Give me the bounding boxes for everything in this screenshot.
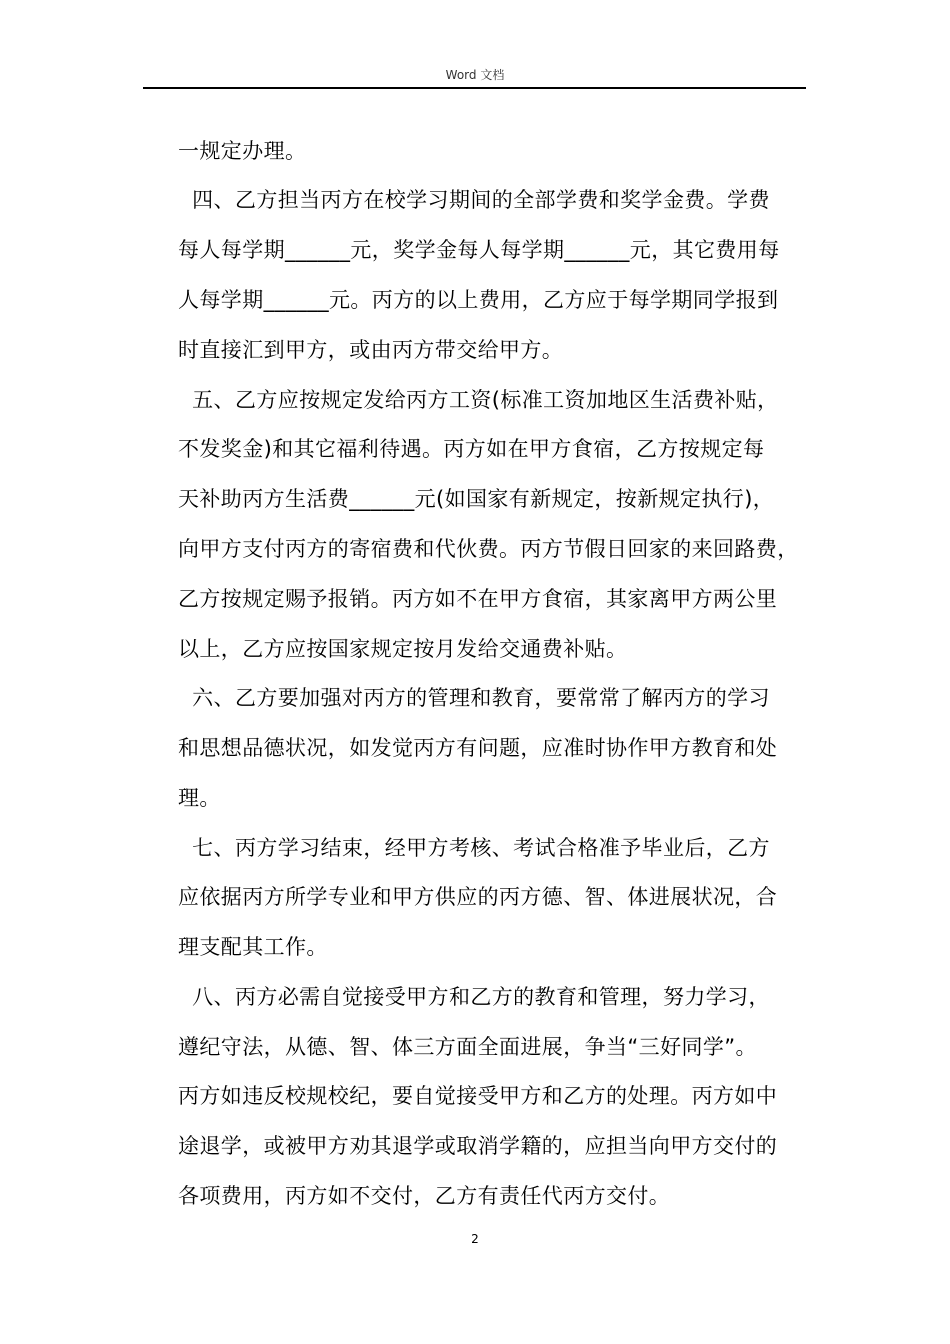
text-line: 各项费用，丙方如不交付，乙方有责任代丙方交付。 <box>178 1184 671 1208</box>
text-line: 遵纪守法，从德、智、体三方面全面进展，争当“三好同学”。 <box>178 1035 757 1059</box>
text-line: 丙方如违反校规校纪，要自觉接受甲方和乙方的处理。丙方如中 <box>178 1084 778 1108</box>
header-title: Word 文档 <box>445 68 505 82</box>
text-line: 一规定办理。 <box>178 139 307 163</box>
text-line: 七、丙方学习结束，经甲方考核、考试合格准予毕业后，乙方 <box>178 836 770 860</box>
text-line: 以上，乙方应按国家规定按月发给交通费补贴。 <box>178 637 628 661</box>
header-divider <box>143 87 806 89</box>
text-line: 天补助丙方生活费______元(如国家有新规定，按新规定执行)， <box>178 487 775 511</box>
text-line: 每人每学期______元，奖学金每人每学期______元，其它费用每 <box>178 238 780 262</box>
text-line: 和思想品德状况，如发觉丙方有问题，应准时协作甲方教育和处 <box>178 736 778 760</box>
text-line: 四、乙方担当丙方在校学习期间的全部学费和奖学金费。学费 <box>178 188 770 212</box>
text-line: 六、乙方要加强对丙方的管理和教育，要常常了解丙方的学习 <box>178 686 770 710</box>
text-line: 向甲方支付丙方的寄宿费和代伙费。丙方节假日回家的来回路费， <box>178 537 799 561</box>
text-line: 人每学期______元。丙方的以上费用，乙方应于每学期同学报到 <box>178 288 779 312</box>
text-line: 五、乙方应按规定发给丙方工资(标准工资加地区生活费补贴， <box>178 388 779 412</box>
text-line: 不发奖金)和其它福利待遇。丙方如在甲方食宿，乙方按规定每 <box>178 437 765 461</box>
text-line: 八、丙方必需自觉接受甲方和乙方的教育和管理，努力学习， <box>178 985 770 1009</box>
page-number: 2 <box>471 1232 479 1246</box>
text-line: 途退学，或被甲方劝其退学或取消学籍的，应担当向甲方交付的 <box>178 1134 778 1158</box>
text-line: 理支配其工作。 <box>178 935 328 959</box>
text-line: 乙方按规定赐予报销。丙方如不在甲方食宿，其家离甲方两公里 <box>178 587 778 611</box>
text-line: 理。 <box>178 786 221 810</box>
text-line: 时直接汇到甲方，或由丙方带交给甲方。 <box>178 338 564 362</box>
text-line: 应依据丙方所学专业和甲方供应的丙方德、智、体进展状况，合 <box>178 885 778 909</box>
